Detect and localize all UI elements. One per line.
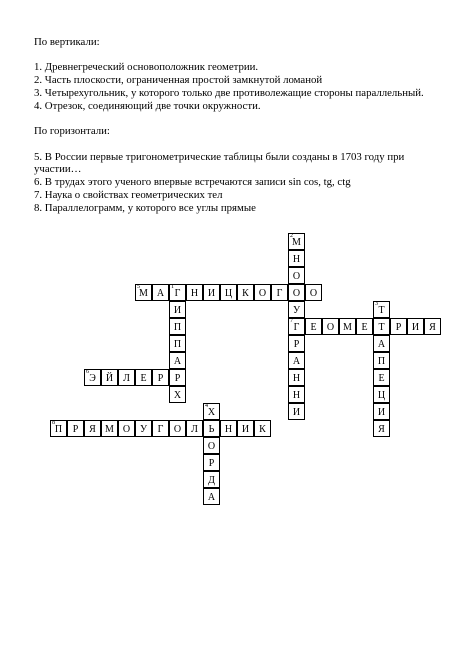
- cell-letter: Т: [378, 305, 385, 316]
- crossword-cell[interactable]: [50, 420, 67, 437]
- cell-letter: П: [54, 424, 63, 435]
- crossword-cell[interactable]: [84, 420, 101, 437]
- cell-letter: Н: [292, 254, 301, 265]
- crossword-cell[interactable]: [152, 284, 169, 301]
- cell-letter: Е: [140, 373, 147, 384]
- vertical-heading: По вертикали:: [34, 36, 100, 48]
- crossword-cell[interactable]: [373, 335, 390, 352]
- vertical-clue-2: 2. Часть плоскости, ограниченная простой замкнутой ломаной: [34, 74, 323, 86]
- crossword-cell[interactable]: [118, 420, 135, 437]
- crossword-cell[interactable]: [373, 386, 390, 403]
- crossword-cell[interactable]: [220, 420, 237, 437]
- crossword-cell[interactable]: [288, 267, 305, 284]
- cell-letter: Н: [292, 390, 301, 401]
- clue-number: 3: [375, 301, 378, 307]
- crossword-cell[interactable]: [356, 318, 373, 335]
- cell-letter: И: [173, 305, 182, 316]
- cell-letter: О: [292, 288, 301, 299]
- crossword-cell[interactable]: [271, 284, 288, 301]
- cell-letter: Р: [72, 424, 79, 435]
- cell-letter: Я: [429, 322, 436, 333]
- cell-letter: К: [259, 424, 266, 435]
- crossword-cell[interactable]: [373, 352, 390, 369]
- vertical-clue-1: 1. Древнегреческий основоположник геометрии.: [34, 61, 259, 73]
- cell-letter: О: [309, 288, 318, 299]
- crossword-cell[interactable]: [288, 403, 305, 420]
- clue-number: 6: [86, 369, 89, 375]
- cell-letter: Л: [123, 373, 130, 384]
- crossword-cell[interactable]: [101, 369, 118, 386]
- crossword-cell[interactable]: [84, 369, 101, 386]
- cell-letter: Я: [378, 424, 385, 435]
- crossword-cell[interactable]: [373, 403, 390, 420]
- crossword-cell[interactable]: [169, 284, 186, 301]
- crossword-cell[interactable]: [288, 369, 305, 386]
- crossword-cell[interactable]: [135, 369, 152, 386]
- cell-letter: Р: [157, 373, 164, 384]
- clue-number: 4: [205, 403, 208, 409]
- crossword-cell[interactable]: [373, 318, 390, 335]
- horizontal-heading: По горизонтали:: [34, 125, 110, 137]
- crossword-cell[interactable]: [152, 420, 169, 437]
- crossword-cell[interactable]: [203, 420, 220, 437]
- cell-letter: У: [139, 424, 148, 435]
- cell-letter: Г: [174, 288, 181, 299]
- crossword-cell[interactable]: [288, 352, 305, 369]
- vertical-clue-3: 3. Четырехугольник, у которого только две противолежащие стороны параллельный.: [34, 87, 424, 99]
- horizontal-clue-6: 6. В трудах этого ученого впервые встречаются записи sin cos, tg, ctg: [34, 176, 351, 188]
- cell-letter: Г: [276, 288, 283, 299]
- cell-letter: М: [292, 237, 301, 248]
- cell-letter: Л: [191, 424, 198, 435]
- cell-letter: Е: [378, 373, 385, 384]
- cell-letter: Р: [293, 339, 300, 350]
- crossword-cell[interactable]: [203, 437, 220, 454]
- cell-letter: Э: [89, 373, 96, 384]
- horizontal-clue-5: 5. В России первые тригонометрические таблицы были созданы в 1703 году при: [34, 151, 405, 163]
- cell-letter: Е: [310, 322, 317, 333]
- crossword-cell[interactable]: [288, 284, 305, 301]
- crossword-cell[interactable]: [203, 454, 220, 471]
- crossword-cell[interactable]: [186, 420, 203, 437]
- crossword-cell[interactable]: [254, 284, 271, 301]
- vertical-clue-4: 4. Отрезок, соединяющий две точки окружности.: [34, 100, 261, 112]
- crossword-cell[interactable]: [288, 335, 305, 352]
- crossword-cell[interactable]: [305, 318, 322, 335]
- clue-number: 8: [52, 420, 55, 426]
- cell-letter: А: [173, 356, 182, 367]
- cell-letter: Ц: [224, 288, 233, 299]
- horizontal-clue-5-continued: участии…: [34, 163, 82, 175]
- crossword-cell[interactable]: [135, 420, 152, 437]
- cell-letter: Ь: [208, 424, 215, 435]
- cell-letter: Н: [292, 373, 301, 384]
- cell-letter: О: [292, 271, 301, 282]
- horizontal-clue-7: 7. Наука о свойствах геометрических тел: [34, 189, 223, 201]
- cell-letter: И: [241, 424, 250, 435]
- cell-letter: Х: [207, 407, 216, 418]
- cell-letter: А: [156, 288, 165, 299]
- cell-letter: Г: [293, 322, 300, 333]
- crossword-cell[interactable]: [305, 284, 322, 301]
- cell-letter: К: [242, 288, 249, 299]
- crossword-cell[interactable]: [169, 301, 186, 318]
- cell-letter: М: [139, 288, 148, 299]
- crossword-cell[interactable]: [237, 420, 254, 437]
- cell-letter: И: [377, 407, 386, 418]
- cell-letter: М: [105, 424, 114, 435]
- crossword-cell[interactable]: [203, 403, 220, 420]
- cell-letter: О: [258, 288, 267, 299]
- crossword-cell[interactable]: [169, 420, 186, 437]
- horizontal-clue-8: 8. Параллелограмм, у которого все углы прямые: [34, 202, 256, 214]
- crossword-cell[interactable]: [135, 284, 152, 301]
- cell-letter: Я: [89, 424, 96, 435]
- crossword-cell[interactable]: [373, 301, 390, 318]
- crossword-cell[interactable]: [322, 318, 339, 335]
- cell-letter: Й: [105, 373, 114, 384]
- cell-letter: Н: [224, 424, 233, 435]
- cell-letter: Р: [208, 458, 215, 469]
- crossword-cell[interactable]: [424, 318, 441, 335]
- crossword-cell[interactable]: [169, 335, 186, 352]
- crossword-cell[interactable]: [288, 301, 305, 318]
- crossword-cell[interactable]: [373, 369, 390, 386]
- crossword-cell[interactable]: [237, 284, 254, 301]
- cell-letter: А: [377, 339, 386, 350]
- crossword-cell[interactable]: [169, 369, 186, 386]
- crossword-cell[interactable]: [254, 420, 271, 437]
- cell-letter: О: [326, 322, 335, 333]
- cell-letter: П: [377, 356, 386, 367]
- crossword-cell[interactable]: [288, 250, 305, 267]
- clue-number: 5: [137, 284, 140, 290]
- crossword-cell[interactable]: [152, 369, 169, 386]
- crossword-cell[interactable]: [288, 233, 305, 250]
- cell-letter: П: [173, 339, 182, 350]
- crossword-cell[interactable]: [203, 471, 220, 488]
- crossword-cell[interactable]: [390, 318, 407, 335]
- crossword-cell[interactable]: [169, 318, 186, 335]
- cell-letter: Р: [395, 322, 402, 333]
- crossword-cell[interactable]: [373, 420, 390, 437]
- cell-letter: Ц: [377, 390, 386, 401]
- cell-letter: О: [207, 441, 216, 452]
- clue-number: 2: [290, 233, 293, 239]
- crossword-cell[interactable]: [169, 386, 186, 403]
- crossword-cell[interactable]: [169, 352, 186, 369]
- clue-number: 1: [171, 284, 174, 290]
- cell-letter: И: [207, 288, 216, 299]
- crossword-cell[interactable]: [118, 369, 135, 386]
- cell-letter: И: [411, 322, 420, 333]
- cell-letter: Д: [208, 475, 215, 486]
- crossword-cell[interactable]: [203, 284, 220, 301]
- cell-letter: П: [173, 322, 182, 333]
- crossword-cell[interactable]: [203, 488, 220, 505]
- cell-letter: О: [173, 424, 182, 435]
- cell-letter: Г: [157, 424, 164, 435]
- cell-letter: Х: [173, 390, 182, 401]
- cell-letter: М: [343, 322, 352, 333]
- crossword-cell[interactable]: [67, 420, 84, 437]
- cell-letter: Р: [174, 373, 181, 384]
- crossword-cell[interactable]: [288, 386, 305, 403]
- crossword-cell[interactable]: [339, 318, 356, 335]
- cell-letter: У: [292, 305, 301, 316]
- cell-letter: Т: [378, 322, 385, 333]
- crossword-cell[interactable]: [288, 318, 305, 335]
- crossword-cell[interactable]: [186, 284, 203, 301]
- cell-letter: А: [207, 492, 216, 503]
- cell-letter: О: [122, 424, 131, 435]
- crossword-cell[interactable]: [407, 318, 424, 335]
- crossword-cell[interactable]: [220, 284, 237, 301]
- cell-letter: Н: [190, 288, 199, 299]
- crossword-cell[interactable]: [101, 420, 118, 437]
- cell-letter: И: [292, 407, 301, 418]
- cell-letter: Е: [361, 322, 368, 333]
- cell-letter: А: [292, 356, 301, 367]
- clue-number: 7: [290, 318, 293, 324]
